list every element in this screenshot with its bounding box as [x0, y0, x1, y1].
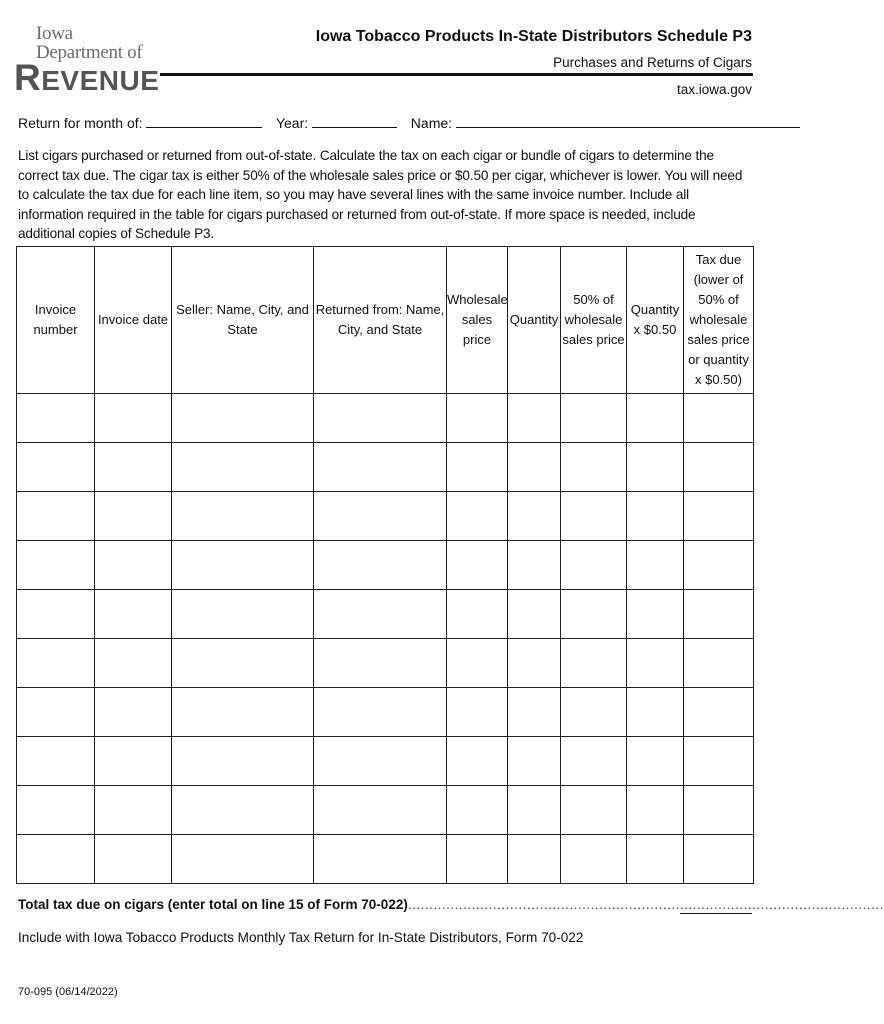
col-header-invoice-number: Invoice number [17, 247, 95, 394]
cell-invoice-number[interactable] [17, 590, 95, 639]
cell-quantity[interactable] [508, 590, 561, 639]
cell-quantity-x-050[interactable] [627, 590, 684, 639]
cell-invoice-date[interactable] [95, 835, 172, 884]
cell-quantity-x-050[interactable] [627, 541, 684, 590]
cell-quantity-x-050[interactable] [627, 737, 684, 786]
cigar-schedule-table [16, 246, 754, 884]
col-header-tax-due: Tax due (lower of 50% of wholesale sales price or quantity x $0.50) [684, 247, 754, 394]
table-row [17, 639, 754, 688]
cell-fifty-percent[interactable] [561, 737, 627, 786]
iowa-revenue-logo [14, 23, 160, 98]
cell-fifty-percent[interactable] [561, 639, 627, 688]
col-header-quantity: Quantity [508, 247, 561, 394]
col-header-returned-from: Returned from: Name, City, and State [314, 247, 447, 394]
cell-wholesale-price[interactable] [447, 786, 508, 835]
total-tax-label: Total tax due on cigars (enter total on line 15 of Form 70-022) [18, 897, 408, 912]
cell-quantity[interactable] [508, 786, 561, 835]
cell-fifty-percent[interactable] [561, 492, 627, 541]
cell-invoice-number[interactable] [17, 786, 95, 835]
cell-quantity[interactable] [508, 443, 561, 492]
cell-fifty-percent[interactable] [561, 394, 627, 443]
cell-returned-from[interactable] [314, 688, 447, 737]
cell-wholesale-price[interactable] [447, 737, 508, 786]
cell-invoice-date[interactable] [95, 639, 172, 688]
cell-invoice-date[interactable] [95, 590, 172, 639]
cell-quantity-x-050[interactable] [627, 443, 684, 492]
instructions-paragraph: List cigars purchased or returned from out-of-state. Calculate the tax on each cigar or bundle of cigars to determine the correct tax due. The cigar tax is either 50% of the wholesale sales price or $0.50 per cigar, whichever is lower. You will need to calculate the tax due for each line item, so you may have several lines with the same invoice number. Include all information required in the table for cigars purchased or returned from out-of-state. If more space is needed, include additional copies of Schedule P3. [18, 148, 743, 242]
cell-returned-from[interactable] [314, 590, 447, 639]
name-field[interactable] [456, 113, 800, 128]
title-rule [160, 73, 753, 76]
cell-wholesale-price[interactable] [447, 394, 508, 443]
cell-quantity[interactable] [508, 737, 561, 786]
cell-wholesale-price[interactable] [447, 639, 508, 688]
cell-tax-due[interactable] [684, 590, 754, 639]
cell-wholesale-price[interactable] [447, 541, 508, 590]
cell-quantity[interactable] [508, 492, 561, 541]
cell-quantity-x-050[interactable] [627, 835, 684, 884]
cell-quantity[interactable] [508, 639, 561, 688]
cell-seller[interactable] [172, 835, 314, 884]
cell-seller[interactable] [172, 737, 314, 786]
col-header-fifty-percent: 50% of wholesale sales price [561, 247, 627, 394]
cell-quantity[interactable] [508, 835, 561, 884]
cell-invoice-number[interactable] [17, 639, 95, 688]
cell-seller[interactable] [172, 786, 314, 835]
total-tax-field[interactable] [680, 913, 752, 914]
cell-returned-from[interactable] [314, 492, 447, 541]
cell-invoice-date[interactable] [95, 786, 172, 835]
cell-returned-from[interactable] [314, 786, 447, 835]
cell-invoice-date[interactable] [95, 443, 172, 492]
col-header-quantity-x-050: Quantity x $0.50 [627, 247, 684, 394]
col-header-seller: Seller: Name, City, and State [172, 247, 314, 394]
cell-invoice-date[interactable] [95, 541, 172, 590]
website-url: tax.iowa.gov [676, 82, 752, 97]
name-label: Name: [410, 115, 453, 131]
month-label: Return for month of: [18, 115, 143, 131]
cell-quantity-x-050[interactable] [627, 492, 684, 541]
cell-invoice-number[interactable] [17, 737, 95, 786]
cell-returned-from[interactable] [314, 443, 447, 492]
cell-returned-from[interactable] [314, 394, 447, 443]
month-field[interactable] [146, 113, 262, 128]
cell-fifty-percent[interactable] [561, 835, 627, 884]
cell-seller[interactable] [172, 394, 314, 443]
table-row [17, 835, 754, 884]
cell-invoice-number[interactable] [17, 492, 95, 541]
cell-invoice-number[interactable] [17, 688, 95, 737]
cell-invoice-number[interactable] [17, 541, 95, 590]
cell-quantity-x-050[interactable] [627, 639, 684, 688]
cell-quantity-x-050[interactable] [627, 394, 684, 443]
cell-tax-due[interactable] [684, 492, 754, 541]
table-row [17, 394, 754, 443]
cell-quantity[interactable] [508, 688, 561, 737]
year-field[interactable] [312, 113, 397, 128]
leader-dots: ................................................................................................................ [407, 897, 884, 912]
cell-returned-from[interactable] [314, 737, 447, 786]
cell-fifty-percent[interactable] [561, 541, 627, 590]
cell-tax-due[interactable] [684, 786, 754, 835]
cell-wholesale-price[interactable] [447, 492, 508, 541]
cell-invoice-date[interactable] [95, 688, 172, 737]
cell-invoice-number[interactable] [17, 835, 95, 884]
cell-returned-from[interactable] [314, 541, 447, 590]
cell-fifty-percent[interactable] [561, 443, 627, 492]
cell-invoice-date[interactable] [95, 394, 172, 443]
cell-invoice-number[interactable] [17, 394, 95, 443]
table-header-row [17, 247, 754, 394]
cell-seller[interactable] [172, 590, 314, 639]
cell-seller[interactable] [172, 639, 314, 688]
cell-invoice-date[interactable] [95, 737, 172, 786]
cell-wholesale-price[interactable] [447, 590, 508, 639]
cell-quantity-x-050[interactable] [627, 688, 684, 737]
cell-returned-from[interactable] [314, 835, 447, 884]
logo-department-text: Iowa Department of [36, 23, 143, 63]
cell-wholesale-price[interactable] [447, 688, 508, 737]
table-row [17, 590, 754, 639]
cell-tax-due[interactable] [684, 394, 754, 443]
cell-seller[interactable] [172, 492, 314, 541]
cell-tax-due[interactable] [684, 737, 754, 786]
cell-returned-from[interactable] [314, 639, 447, 688]
table-row [17, 443, 754, 492]
cell-tax-due[interactable] [684, 443, 754, 492]
col-header-invoice-date: Invoice date [95, 247, 172, 394]
cell-tax-due[interactable] [684, 835, 754, 884]
logo-revenue-initial: R [14, 57, 42, 98]
table-row [17, 737, 754, 786]
cell-invoice-number[interactable] [17, 443, 95, 492]
cell-fifty-percent[interactable] [561, 786, 627, 835]
cell-quantity[interactable] [508, 541, 561, 590]
cell-seller[interactable] [172, 541, 314, 590]
cell-tax-due[interactable] [684, 541, 754, 590]
cell-seller[interactable] [172, 443, 314, 492]
cell-quantity[interactable] [508, 394, 561, 443]
cell-fifty-percent[interactable] [561, 688, 627, 737]
table-row [17, 688, 754, 737]
cell-tax-due[interactable] [684, 688, 754, 737]
year-label: Year: [275, 115, 309, 131]
form-title: Iowa Tobacco Products In-State Distributors Schedule P3 [315, 28, 752, 45]
logo-revenue-rest: EVENUE [41, 65, 160, 96]
cell-invoice-date[interactable] [95, 492, 172, 541]
cell-fifty-percent[interactable] [561, 590, 627, 639]
cell-quantity-x-050[interactable] [627, 786, 684, 835]
col-header-wholesale-price: Wholesale sales price [447, 247, 508, 394]
logo-revenue-text [14, 57, 160, 98]
table-row [17, 492, 754, 541]
cell-seller[interactable] [172, 688, 314, 737]
form-number: 70-095 (06/14/2022) [18, 986, 118, 998]
cell-tax-due[interactable] [684, 639, 754, 688]
cell-wholesale-price[interactable] [447, 835, 508, 884]
table-body [17, 394, 754, 884]
table-row [17, 541, 754, 590]
total-tax-line [18, 897, 884, 912]
cell-wholesale-price[interactable] [447, 443, 508, 492]
header-fields [18, 113, 752, 131]
table-row [17, 786, 754, 835]
form-subtitle: Purchases and Returns of Cigars [553, 55, 752, 70]
include-note: Include with Iowa Tobacco Products Monthly Tax Return for In-State Distributors, Form 70-022 [18, 930, 584, 945]
